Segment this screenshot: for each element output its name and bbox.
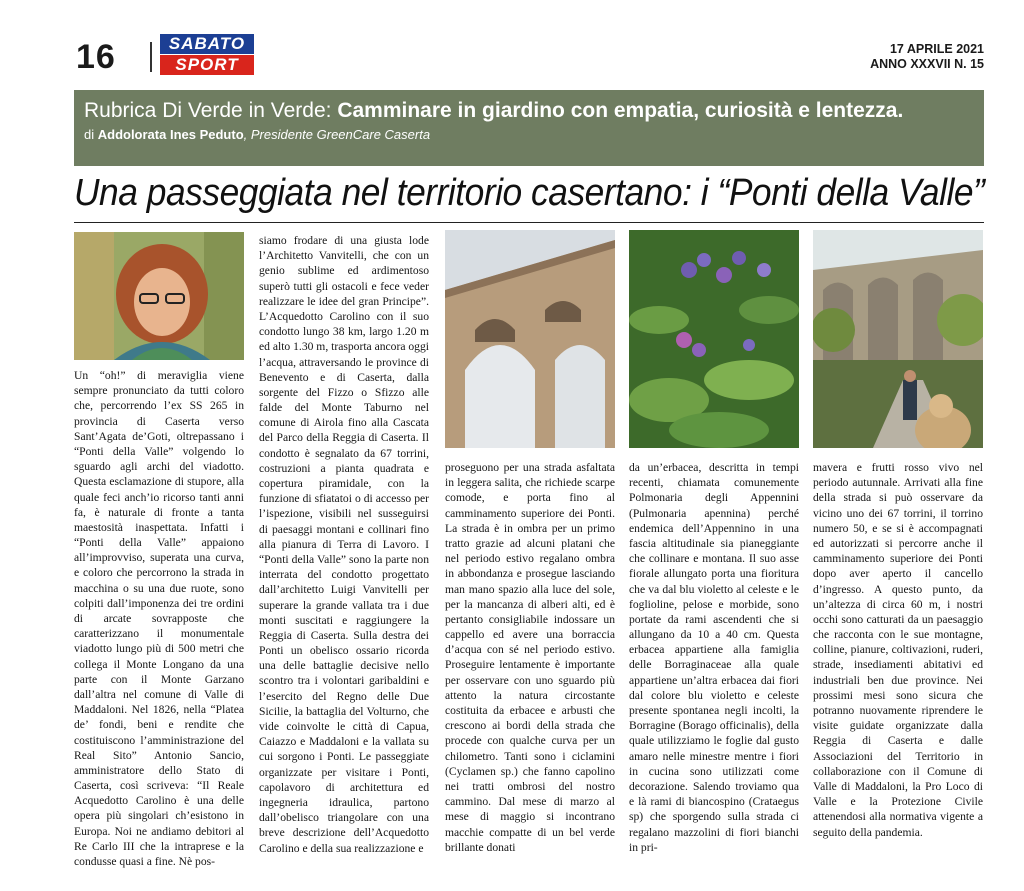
rubric-title: Camminare in giardino con empatia, curiosità e lentezza. — [337, 99, 904, 122]
byline — [84, 127, 430, 142]
article-column-2 — [259, 233, 429, 856]
logo-top-text: SABATO — [160, 34, 254, 54]
article-column-5 — [813, 460, 983, 840]
issue-date: 17 APRILE 2021 — [889, 42, 984, 56]
column-1-text: Un “oh!” di meraviglia viene sempre pronunciato da tutti coloro che, percorrendo l’ex SS 265 in provincia di Caserta verso Sant’Agata de’Goti, oltrepassano i “Ponti della Valle” volgendo lo sguardo agli archi del viadotto. Questa esclamazione di stupore, alla quale feci anch’io ricorso tanti anni fa, è naturale di fronte a tanta maestosità inaspettata. Infatti i “Ponti della Valle” appaiono all’improvviso, superata una curva, e coloro che percorrono la strada in macchina o su una due ruote, sono colpiti dall’imponenza dei tre ordini di arcate sovrapposte che caratterizzano il monumentale viadotto lungo più di 500 metri che collega il Monte Longano da una parte con il Monte Garzano dall’altra nel comune di Valle di Maddaloni. Nel 1826, nella “Platea de’ fondi, beni e rendite che costituiscono l’amministrazione del Real Sito” Antonio Sancio, amministratore dello Stato di Caserta, così scriveva: “Il Reale Acquedotto Carolino è una delle opera più singolari ch’esistono in Europa. Noi ne andiamo debitori al Re Carlo III che la intraprese e la condusse quasi a fine. Nè pos- — [74, 369, 244, 868]
column-5-text: mavera e frutti rosso vivo nel periodo autunnale. Arrivati alla fine della strada si può osservare da vicino uno dei 67 torrini, il torrino numero 50, e se si è accompagnati ed autorizzati si percorre anche il camminamento superiore dei Ponti dopo aver aperto il cancello d’ingresso. A questo punto, da un’altezza di circa 60 m, i nostri occhi sono catturati da un paesaggio che racconta con le sue montagne, colline, pianure, coltivazioni, ruderi, strade, insediamenti abitativi ed industriali ben due province. Nei prossimi mesi sono sicura che potranno nuovamente riprendere le visite guidate organizzate dalla Reggia di Caserta e dalle Associazioni del Territorio in collaborazione con il Comune di Valle di Maddaloni, la Pro Loco di Valle e la Protezione Civile attenendosi alla normativa vigente a seguito della pandemia. — [813, 461, 983, 839]
logo-bottom-text: SPORT — [160, 55, 254, 75]
walkers-photo — [813, 230, 983, 448]
rubric-name: Rubrica Di Verde in Verde: — [84, 99, 338, 122]
column-3-text: proseguono per una strada asfaltata in leggera salita, che richiede scarpe comode, e porta fino al camminamento superiore dei Ponti. La strada è in ombra per un primo tratto grazie ad alcuni platani che nel periodo estivo regalano ombra in abbondanza e prosegue lasciando man mano spazio alla luce del sole, per la mancanza di alberi alti, ed è pertanto consigliabile indossare un cappello ed avere una borraccia d’acqua con sé nel periodo estivo. Proseguire lentamente è importante per osservare con uno sguardo più attento la natura circostante costituita da erbacee e arbusti che crescono ai bordi della strada che procede con qualche curva per un chilometro. Tanti sono i ciclamini (Cyclamen sp.) che fanno capolino nei tratti ombrosi del nostro cammino. Dal mese di marzo al mese di maggio si incontrano macchie compatte di un bel verde brillante donati — [445, 461, 615, 854]
article-headline: Una passeggiata nel territorio casertano: i “Ponti della Valle” — [74, 172, 985, 214]
column-2-text: siamo frodare di una giusta lode l’Architetto Vanvitelli, che con un genio sublime ed ardimentoso superò tutti gli ostacoli e fece veder realizzare le idee del gran Principe”. L’Acquedotto Carolino con il suo condotto lungo 38 km, largo 1.20 m ed alto 1.30 m, trasporta ancora oggi l’acqua, attraversando le province di Benevento e di Caserta, dalla sorgente del Fizzo o Sfizzo alle falde del Monte Taburno nel comune di Airola fino alla Cascata del Parco della Reggia di Caserta. Il condotto è segnalato da 67 torrini, costruzioni a pianta quadrata e copertura piramidale, con la funzione di sfiatatoi o di accesso per l’ispezione, visibili nel susseguirsi di paesaggi montani e collinari fino alla pianura di Terra di Lavoro. I “Ponti della Valle” sono la parte non interrata del condotto progettato dall’architetto Luigi Vanvitelli per superare la grande vallata tra i due monti suscitati e raggiungere la Reggia di Caserta. Sulla destra dei Ponti un obelisco ossario ricorda una delle battaglie decisive nello scontro tra i volontari garibaldini e l’esercito del Regno delle Due Sicilie, la battaglia del Volturno, che vide coinvolte le città di Capua, Caiazzo e Maddaloni e la vallata su cui sorgono i Ponti. Le passeggiate organizzate per visitare i Ponti, capolavoro di architettura ed ingegneria idraulica, partono dall’obelisco triangolare con una breve descrizione dell’Acquedotto Carolino e della sua realizzazione e — [259, 234, 429, 855]
aqueduct-photo — [445, 230, 615, 448]
byline-author: Addolorata Ines Peduto — [97, 127, 244, 142]
article-column-4 — [629, 460, 799, 855]
walkers-path-illustration — [813, 230, 983, 448]
headline-rule — [74, 222, 984, 223]
issue-info — [870, 42, 984, 72]
pulmonaria-photo — [629, 230, 799, 448]
aqueduct-arches-illustration — [445, 230, 615, 448]
author-photo — [74, 232, 244, 360]
byline-role: , Presidente GreenCare Caserta — [243, 127, 431, 142]
article-column-1 — [74, 368, 244, 869]
issue-number: ANNO XXXVII N. 15 — [870, 57, 984, 71]
column-4-text: da un’erbacea, descritta in tempi recenti, chiamata comunemente Polmonaria degli Appennini (Pulmonaria apennina) perché endemica dell’Appennino in una fascia altitudinale sia pianeggiante che collinare e montana. Il suo asse fiorale allungato porta una fioritura che va dal blu violetto al celeste e le foglioline, pelose e morbide, sono portate da rami ascendenti che si allungano da 10 a 40 cm. Questa erbacea appartiene alla famiglia delle Borraginaceae alla quale appartiene un’altra erbacea dai fiori dal colore blu violetto e celeste presente spontanea negli incolti, la Borragine (Borago officinalis), della quale utilizziamo le foglie dal gusto amaro nelle minestre mentre i fiori in cucina sono utilizzati come decorazione. Salendo troviamo qua e là rami di biancospino (Crataegus sp) che sporgendo sulla strada ci regalano mazzolini di fiori bianchi in pri- — [629, 461, 799, 854]
page-number: 16 — [76, 38, 116, 76]
article-column-3 — [445, 460, 615, 855]
author-portrait-illustration — [74, 232, 244, 360]
rubric-banner — [74, 90, 984, 166]
rubric-heading — [84, 99, 903, 123]
masthead-logo — [160, 34, 254, 76]
pulmonaria-flowers-illustration — [629, 230, 799, 448]
byline-prefix: di — [84, 127, 98, 142]
header-separator — [150, 42, 152, 72]
